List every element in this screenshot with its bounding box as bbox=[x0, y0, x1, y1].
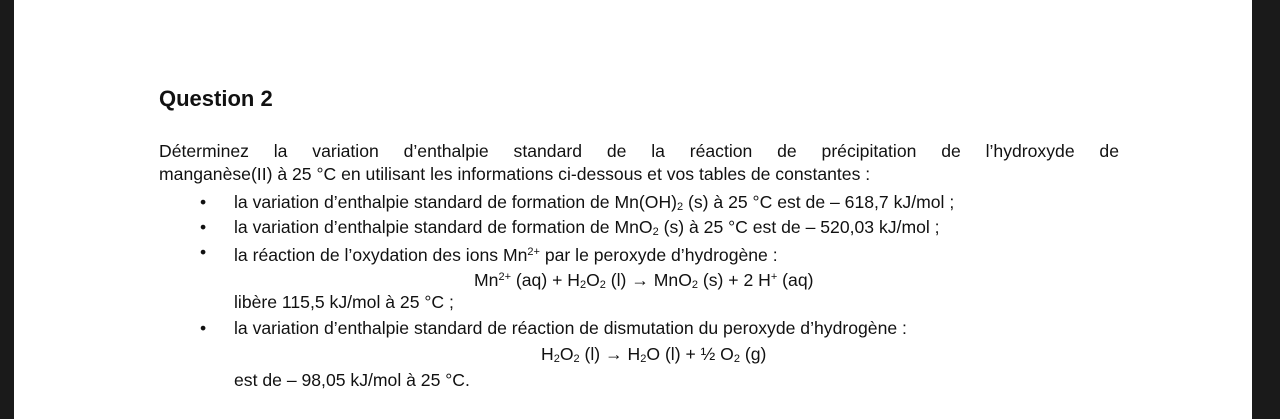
eq1-part: (aq) bbox=[777, 270, 814, 290]
eq1-sub: 2 bbox=[599, 279, 606, 291]
eq1-part: (s) + 2 H bbox=[698, 270, 771, 290]
item4-tail: est de – 98,05 kJ/mol à 25 °C. bbox=[234, 370, 470, 390]
eq1-sub: 2 bbox=[579, 279, 587, 291]
eq1-part: Mn bbox=[474, 270, 499, 290]
item1-text-after: (s) à 25 °C est de – 618,7 kJ/mol ; bbox=[683, 192, 955, 212]
list-item-1 bbox=[234, 191, 954, 219]
item2-text-before: la variation d’enthalpie standard de formation de MnO bbox=[234, 217, 653, 237]
eq1-sub: 2 bbox=[691, 279, 699, 291]
eq1-part: O bbox=[586, 270, 600, 290]
item3-tail: libère 115,5 kJ/mol à 25 °C ; bbox=[234, 292, 454, 312]
eq2-part: (l) → H bbox=[579, 344, 641, 364]
bullet-1: • bbox=[200, 192, 207, 212]
equation-oxidation bbox=[474, 266, 813, 297]
equation-dismutation bbox=[541, 343, 766, 371]
bullet-3: • bbox=[200, 242, 207, 262]
eq2-sub: 2 bbox=[733, 353, 740, 365]
list-item-4: la variation d’enthalpie standard de réaction de dismutation du peroxyde d’hydrogène : bbox=[234, 318, 907, 338]
eq2-part: O (l) + ½ O bbox=[646, 344, 734, 364]
item2-text-after: (s) à 25 °C est de – 520,03 kJ/mol ; bbox=[658, 217, 940, 237]
item3-text-before: la réaction de l’oxydation des ions Mn bbox=[234, 245, 528, 265]
item3-sup: 2+ bbox=[527, 246, 540, 258]
eq2-part: (g) bbox=[740, 344, 767, 364]
bullet-2: • bbox=[200, 217, 207, 237]
intro-line-2: manganèse(II) à 25 °C en utilisant les informations ci-dessous et vos tables de constantes : bbox=[159, 164, 871, 184]
eq2-part: O bbox=[559, 344, 574, 364]
item2-sub: 2 bbox=[652, 226, 659, 238]
eq2-sub: 2 bbox=[573, 353, 580, 365]
question-title: Question 2 bbox=[159, 86, 273, 111]
eq1-sup: + bbox=[770, 271, 778, 283]
bullet-4: • bbox=[200, 318, 207, 338]
item1-sub: 2 bbox=[677, 201, 684, 213]
list-item-3 bbox=[234, 241, 778, 267]
intro-line-1: Déterminez la variation d’enthalpie standard de la réaction de précipitation de l’hydroxyde de bbox=[159, 141, 1119, 161]
eq2-part: H bbox=[541, 344, 554, 364]
item1-text-before: la variation d’enthalpie standard de formation de Mn(OH) bbox=[234, 192, 678, 212]
list-item-2 bbox=[234, 216, 940, 244]
eq2-sub: 2 bbox=[640, 353, 647, 365]
eq1-part: (aq) + H bbox=[511, 270, 580, 290]
eq1-part: (l) → MnO bbox=[605, 270, 692, 290]
item3-text-after: par le peroxyde d’hydrogène : bbox=[539, 245, 778, 265]
eq2-sub: 2 bbox=[553, 353, 560, 365]
eq1-sup: 2+ bbox=[498, 271, 511, 283]
document-page bbox=[14, 0, 1252, 419]
